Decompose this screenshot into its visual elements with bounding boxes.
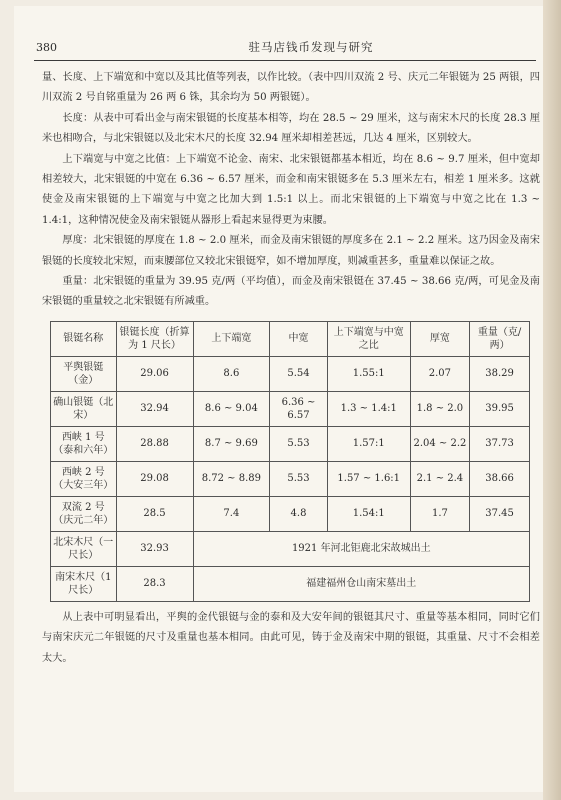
table-cell: 1.8 ~ 2.0 xyxy=(410,391,470,426)
column-header: 重量（克/两） xyxy=(470,321,530,356)
paragraph-conclusion: 从上表中可明显看出，平舆的金代银铤与金的泰和及大安年间的银铤其尺寸、重量等基本相同，同时它们与南宋庆元二年银铤的尺寸及重量也基本相同。由此可见，铸于金及南宋中期的银铤，其重量、尺寸不会相差太大。 xyxy=(42,611,540,664)
table-cell: 38.66 xyxy=(470,461,530,496)
table-cell: 28.3 xyxy=(116,566,193,601)
page-number: 380 xyxy=(36,40,57,54)
table-row xyxy=(51,461,530,496)
table-cell: 5.53 xyxy=(270,426,328,461)
table-row xyxy=(51,356,530,391)
table-cell-note: 福建福州仓山南宋墓出土 xyxy=(193,566,529,601)
table-cell: 北宋木尺（一尺长） xyxy=(51,531,117,566)
table-cell: 7.4 xyxy=(193,496,270,531)
table-cell: 2.1 ~ 2.4 xyxy=(410,461,470,496)
table-cell: 38.29 xyxy=(470,356,530,391)
table-cell: 确山银铤（北宋） xyxy=(51,391,117,426)
table-cell: 1.57 ~ 1.6:1 xyxy=(327,461,410,496)
header-rule xyxy=(34,60,536,61)
table-cell: 5.53 xyxy=(270,461,328,496)
table-cell: 39.95 xyxy=(470,391,530,426)
column-header: 上下端宽 xyxy=(193,321,270,356)
table-cell: 2.07 xyxy=(410,356,470,391)
column-header: 中宽 xyxy=(270,321,328,356)
table-cell: 1.3 ~ 1.4:1 xyxy=(327,391,410,426)
table-cell: 8.72 ~ 8.89 xyxy=(193,461,270,496)
table-cell: 西峡 1 号（泰和六年） xyxy=(51,426,117,461)
table-header-row xyxy=(51,321,530,356)
book-page xyxy=(14,6,549,792)
table-cell: 6.36 ~ 6.57 xyxy=(270,391,328,426)
page-body xyxy=(42,68,540,669)
table-cell: 1.55:1 xyxy=(327,356,410,391)
table-cell: 37.73 xyxy=(470,426,530,461)
page-edge-shadow xyxy=(543,0,561,800)
table-row-ruler xyxy=(51,566,530,601)
table-cell: 1.7 xyxy=(410,496,470,531)
table-cell-note: 1921 年河北钜鹿北宋故城出土 xyxy=(193,531,529,566)
table-cell: 8.6 ~ 9.04 xyxy=(193,391,270,426)
table-cell: 32.93 xyxy=(116,531,193,566)
table-cell: 2.04 ~ 2.2 xyxy=(410,426,470,461)
running-title: 驻马店钱币发现与研究 xyxy=(248,40,374,54)
table-cell: 平舆银铤（金） xyxy=(51,356,117,391)
table-cell: 4.8 xyxy=(270,496,328,531)
column-header: 厚宽 xyxy=(410,321,470,356)
page-header xyxy=(36,36,536,58)
table-cell: 8.7 ~ 9.69 xyxy=(193,426,270,461)
table-cell: 29.06 xyxy=(116,356,193,391)
paragraph-thickness: 厚度：北宋银铤的厚度在 1.8 ~ 2.0 厘米，而金及南宋银铤的厚度多在 2.1 ~ 2.2 厘米。这乃因金及南宋银铤的长度较北宋短，而束腰部位又较北宋银铤窄，如不增加厚度，则减重甚多，重量难以保证之故。 xyxy=(42,235,540,267)
column-header: 上下端宽与中宽之比 xyxy=(327,321,410,356)
table-cell: 双流 2 号（庆元二年） xyxy=(51,496,117,531)
table-cell: 37.45 xyxy=(470,496,530,531)
table-cell: 西峡 2 号（大安三年） xyxy=(51,461,117,496)
table-row xyxy=(51,496,530,531)
paragraph-width-ratio: 上下端宽与中宽之比值：上下端宽不论金、南宋、北宋银铤都基本相近，均在 8.6 ~ 9.7 厘米，但中宽却相差较大，北宋银铤的中宽在 6.36 ~ 6.57 厘米，而金和南宋银铤多在 5.3 厘米左右，相差 1 厘米多。这就使金及南宋银铤的上下端宽与中宽之比加大到 1.5:1 以上。而北宋银铤的上下端宽与中宽之比在 1.3 ~ 1.4:1，这种情况使金及南宋银铤从器形上看起来显得更为束腰。 xyxy=(42,153,540,226)
column-header: 银铤长度（折算为 1 尺长） xyxy=(116,321,193,356)
table-cell: 28.88 xyxy=(116,426,193,461)
paragraph-weight: 重量：北宋银铤的重量为 39.95 克/两（平均值），而金及南宋银铤在 37.45 ~ 38.66 克/两，可见金及南宋银铤的重量较之北宋银铤有所减重。 xyxy=(42,276,540,308)
table-cell: 1.57:1 xyxy=(327,426,410,461)
table-cell: 5.54 xyxy=(270,356,328,391)
table-cell: 32.94 xyxy=(116,391,193,426)
table-cell: 1.54:1 xyxy=(327,496,410,531)
table-cell: 28.5 xyxy=(116,496,193,531)
column-header: 银铤名称 xyxy=(51,321,117,356)
table-row xyxy=(51,426,530,461)
table-cell: 8.6 xyxy=(193,356,270,391)
table-cell: 南宋木尺（1 尺长） xyxy=(51,566,117,601)
paragraph-length: 长度：从表中可看出金与南宋银铤的长度基本相等，均在 28.5 ~ 29 厘米，这与南宋木尺的长度 28.3 厘米也相吻合，与北宋银铤以及北宋木尺的长度 32.94 厘米却相差甚远，几达 4 厘米，区别较大。 xyxy=(42,112,540,145)
table-row xyxy=(51,391,530,426)
comparison-table xyxy=(50,321,530,602)
paragraph-1: 量、长度、上下端宽和中宽以及其比值等列表，以作比较。（表中四川双流 2 号、庆元二年银铤为 25 两银，四川双流 2 号自铭重量为 26 两 6 铢，其余均为 50 两银铤）。 xyxy=(42,72,540,104)
table-row-ruler xyxy=(51,531,530,566)
table-cell: 29.08 xyxy=(116,461,193,496)
